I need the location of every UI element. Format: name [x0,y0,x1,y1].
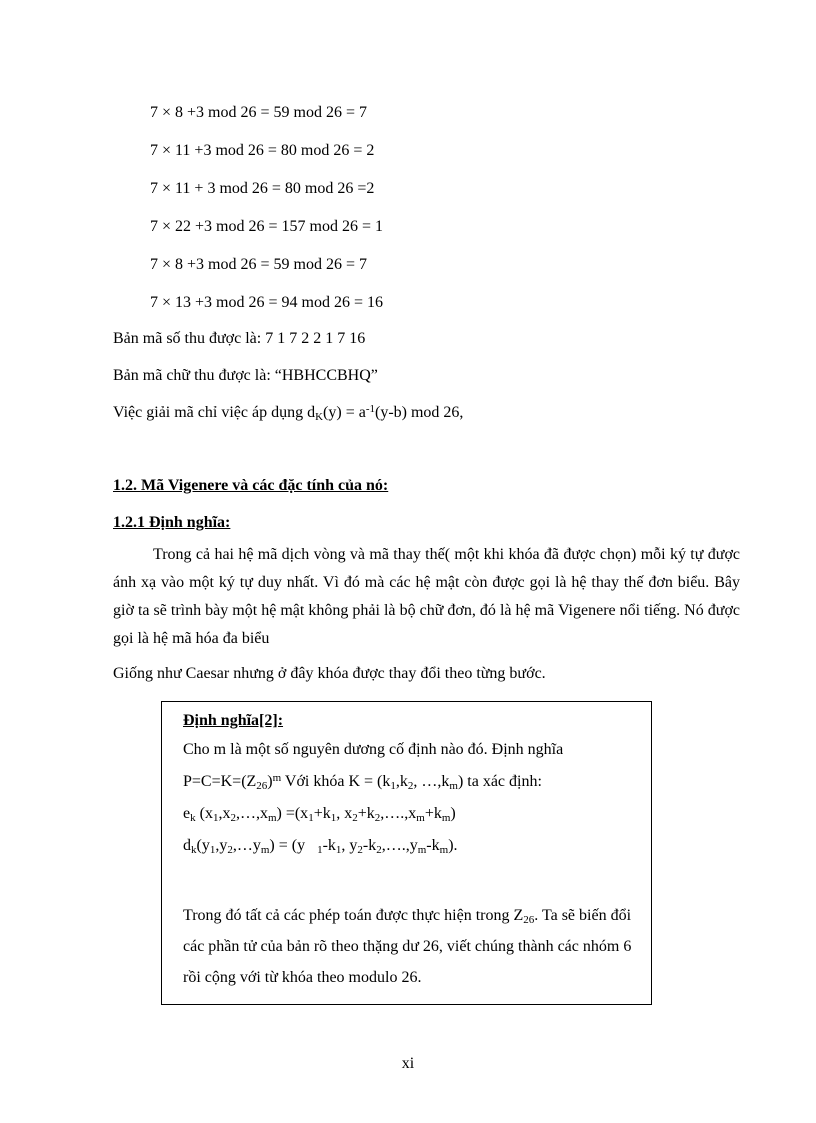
calc-line-4: 7 × 22 +3 mod 26 = 157 mod 26 = 1 [150,218,383,235]
def-closing-sub: 26 [523,914,535,926]
definition-line-4: $d_k(y_1,y_2,\dots y_m) = (y$ $_1-k_1$, $y_2-k_2,\dots.,y_m-k_m$). [183,837,458,856]
def-l2-subm: m [449,780,458,792]
ciphertext-numbers: Bản mã số thu được là: 7 1 7 2 2 1 7 16 [113,330,366,347]
intro-paragraph [113,541,740,653]
paragraph-caesar: Giống như Caesar nhưng ở đây khóa được thay đổi theo từng bước. [113,665,546,682]
calc-line-2: 7 × 11 +3 mod 26 = 80 mod 26 = 2 [150,142,375,159]
definition-line-2 [183,772,542,792]
decrypt-sub: K [315,411,324,423]
subsection-heading: 1.2.1 Định nghĩa: [113,514,231,531]
ciphertext-letters: Bản mã chữ thu được là: “HBHCCBHQ” [113,367,378,384]
section-heading: 1.2. Mã Vigenere và các đặc tính của nó: [113,477,389,494]
page-number: xi [401,1055,415,1072]
def-closing-a: Trong đó tất cả các phép toán được thực hiện trong Z [183,907,524,924]
definition-line-1: Cho m là một số nguyên dương cố định nào đó. Định nghĩa [183,741,564,758]
def-l2-sub2: 2 [407,780,414,792]
paragraph-text: Trong cả hai hệ mã dịch vòng và mã thay thế( một khi khóa đã được chọn) mỗi ký tự được ánh xạ vào một ký tự duy nhất. Vì đó mà các hệ mật còn được gọi là hệ thay thế đơn biểu. Bây giờ ta sẽ trình bày một hệ mật không phải là bộ chữ đơn, đó là hệ mã Vigenere nổi tiếng. Nó được gọi là hệ mã hóa đa biểu [113,546,740,647]
def-l2-f: ) ta xác định: [457,773,542,790]
definition-closing [183,900,633,993]
decrypt-prefix: Việc giải mã chỉ việc áp dụng d [113,404,316,421]
calc-line-3: 7 × 11 + 3 mod 26 = 80 mod 26 =2 [150,180,375,197]
definition-line-3: $e_k$ $(x_1,x_2,\dots,x_m) =(x_1+k_1$, $x_2+k_2,\dots.,x_m+k_m$) [183,805,456,824]
def-l2-sub26: 26 [256,780,268,792]
def-l2-sub1: 1 [390,780,396,792]
decrypt-formula [113,403,463,423]
definition-box [161,701,652,1005]
def-l2-a: P=C=K=(Z [183,773,257,790]
calc-line-6: 7 × 13 +3 mod 26 = 94 mod 26 = 16 [150,294,383,311]
calc-line-5: 7 × 8 +3 mod 26 = 59 mod 26 = 7 [150,256,367,273]
decrypt-suffix: (y-b) mod 26, [374,404,464,421]
def-l2-sup-m: m [272,772,282,784]
def-l2-e: , …,k [413,773,450,790]
definition-title: Định nghĩa[2]: [183,712,284,729]
def-l2-d: ,k [395,773,408,790]
def-closing-rest: . Ta sẽ biến đổi các phần tử của bản rõ theo thặng dư 26, viết chúng thành các nhóm 6 rồi cộng với từ khóa theo modulo 26. [183,907,632,986]
calc-line-1: 7 × 8 +3 mod 26 = 59 mod 26 = 7 [150,104,367,121]
decrypt-sup: -1 [365,403,375,415]
def-l2-b: ) [267,773,273,790]
def-l2-c: Với khóa K = (k [281,773,391,790]
decrypt-mid: (y) = a [323,404,366,421]
